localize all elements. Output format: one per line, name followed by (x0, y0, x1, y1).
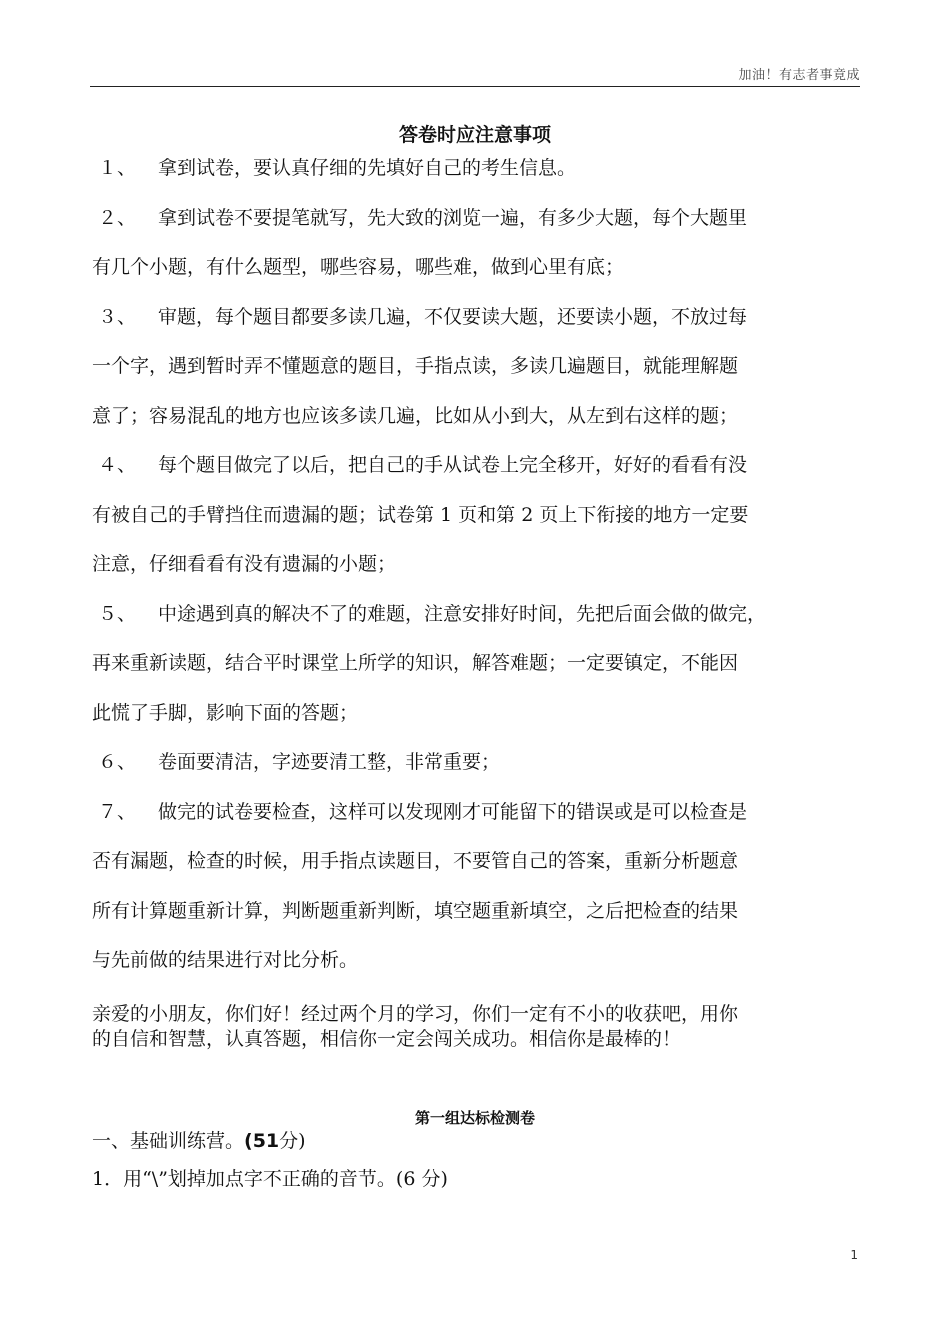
item-number: ４、 (98, 454, 137, 476)
item-line: 否有漏题，检查的时候，用手指点读题目，不要管自己的答案，重新分析题意 (92, 850, 739, 872)
item-line: 拿到试卷不要提笔就写，先大致的浏览一遍，有多少大题，每个大题里 (158, 206, 748, 229)
notice-item-1 (92, 144, 872, 194)
item-number: １、 (98, 157, 137, 179)
notice-item-4 (92, 441, 872, 590)
part-score: (51 (244, 1130, 280, 1152)
item-number: ７、 (98, 800, 137, 823)
greeting-line: 的自信和智慧，认真答题，相信你一定会闯关成功。相信你是最棒的！ (92, 1028, 682, 1050)
item-line: 做完的试卷要检查，这样可以发现刚才可能留下的错误或是可以检查是 (158, 800, 748, 823)
header-divider (90, 86, 860, 87)
item-number: ２、 (98, 206, 137, 229)
item-line: 与先前做的结果进行对比分析。 (92, 949, 359, 971)
greeting-line: 亲爱的小朋友，你们好！经过两个月的学习，你们一定有不小的收获吧，用你 (92, 1003, 739, 1025)
notice-item-2 (92, 194, 872, 293)
page-title: 答卷时应注意事项 (398, 124, 551, 146)
item-line: 中途遇到真的解决不了的难题，注意安排好时间，先把后面会做的做完， (158, 602, 767, 625)
item-line: 注意，仔细看看有没有遗漏的小题； (92, 553, 397, 575)
item-line: 有被自己的手臂挡住而遗漏的题；试卷第 1 页和第 2 页上下衔接的地方一定要 (92, 503, 749, 526)
item-line: 所有计算题重新计算，判断题重新判断，填空题重新填空，之后把检查的结果 (92, 899, 739, 922)
item-number: ５、 (98, 602, 137, 625)
notice-list (92, 144, 872, 986)
header-motto: 加油！有志者事竟成 (738, 68, 860, 83)
item-line: 每个题目做完了以后，把自己的手从试卷上完全移开，好好的看看有没 (158, 454, 748, 476)
question-1: 1．用“\”划掉加点字不正确的音节。(6 分) (92, 1168, 448, 1190)
item-line: 一个字，遇到暂时弄不懂题意的题目，手指点读，多读几遍题目，就能理解题 (92, 355, 739, 377)
notice-item-7 (92, 788, 872, 986)
part-label: 一、基础训练营。 (92, 1130, 245, 1152)
item-number: ６、 (98, 751, 137, 773)
item-line: 卷面要清洁，字迹要清工整，非常重要； (158, 751, 501, 773)
part-heading (92, 1126, 306, 1156)
item-line: 再来重新读题，结合平时课堂上所学的知识，解答难题；一定要镇定，不能因 (92, 652, 739, 674)
section-title: 第一组达标检测卷 (414, 1109, 535, 1127)
item-line: 审题，每个题目都要多读几遍，不仅要读大题，还要读小题，不放过每 (158, 305, 748, 328)
item-line: 意了；容易混乱的地方也应该多读几遍，比如从小到大，从左到右这样的题； (92, 404, 739, 427)
item-line: 拿到试卷，要认真仔细的先填好自己的考生信息。 (158, 157, 577, 179)
item-number: ３、 (98, 305, 137, 328)
notice-item-3 (92, 293, 872, 442)
notice-item-6 (92, 738, 872, 788)
item-line: 此慌了手脚，影响下面的答题； (92, 701, 359, 724)
greeting-paragraph (92, 1002, 872, 1052)
notice-item-5 (92, 590, 872, 739)
page-number: 1 (850, 1248, 858, 1262)
item-line: 有几个小题，有什么题型，哪些容易，哪些难，做到心里有底； (92, 256, 625, 278)
part-score-unit: 分) (279, 1130, 306, 1152)
